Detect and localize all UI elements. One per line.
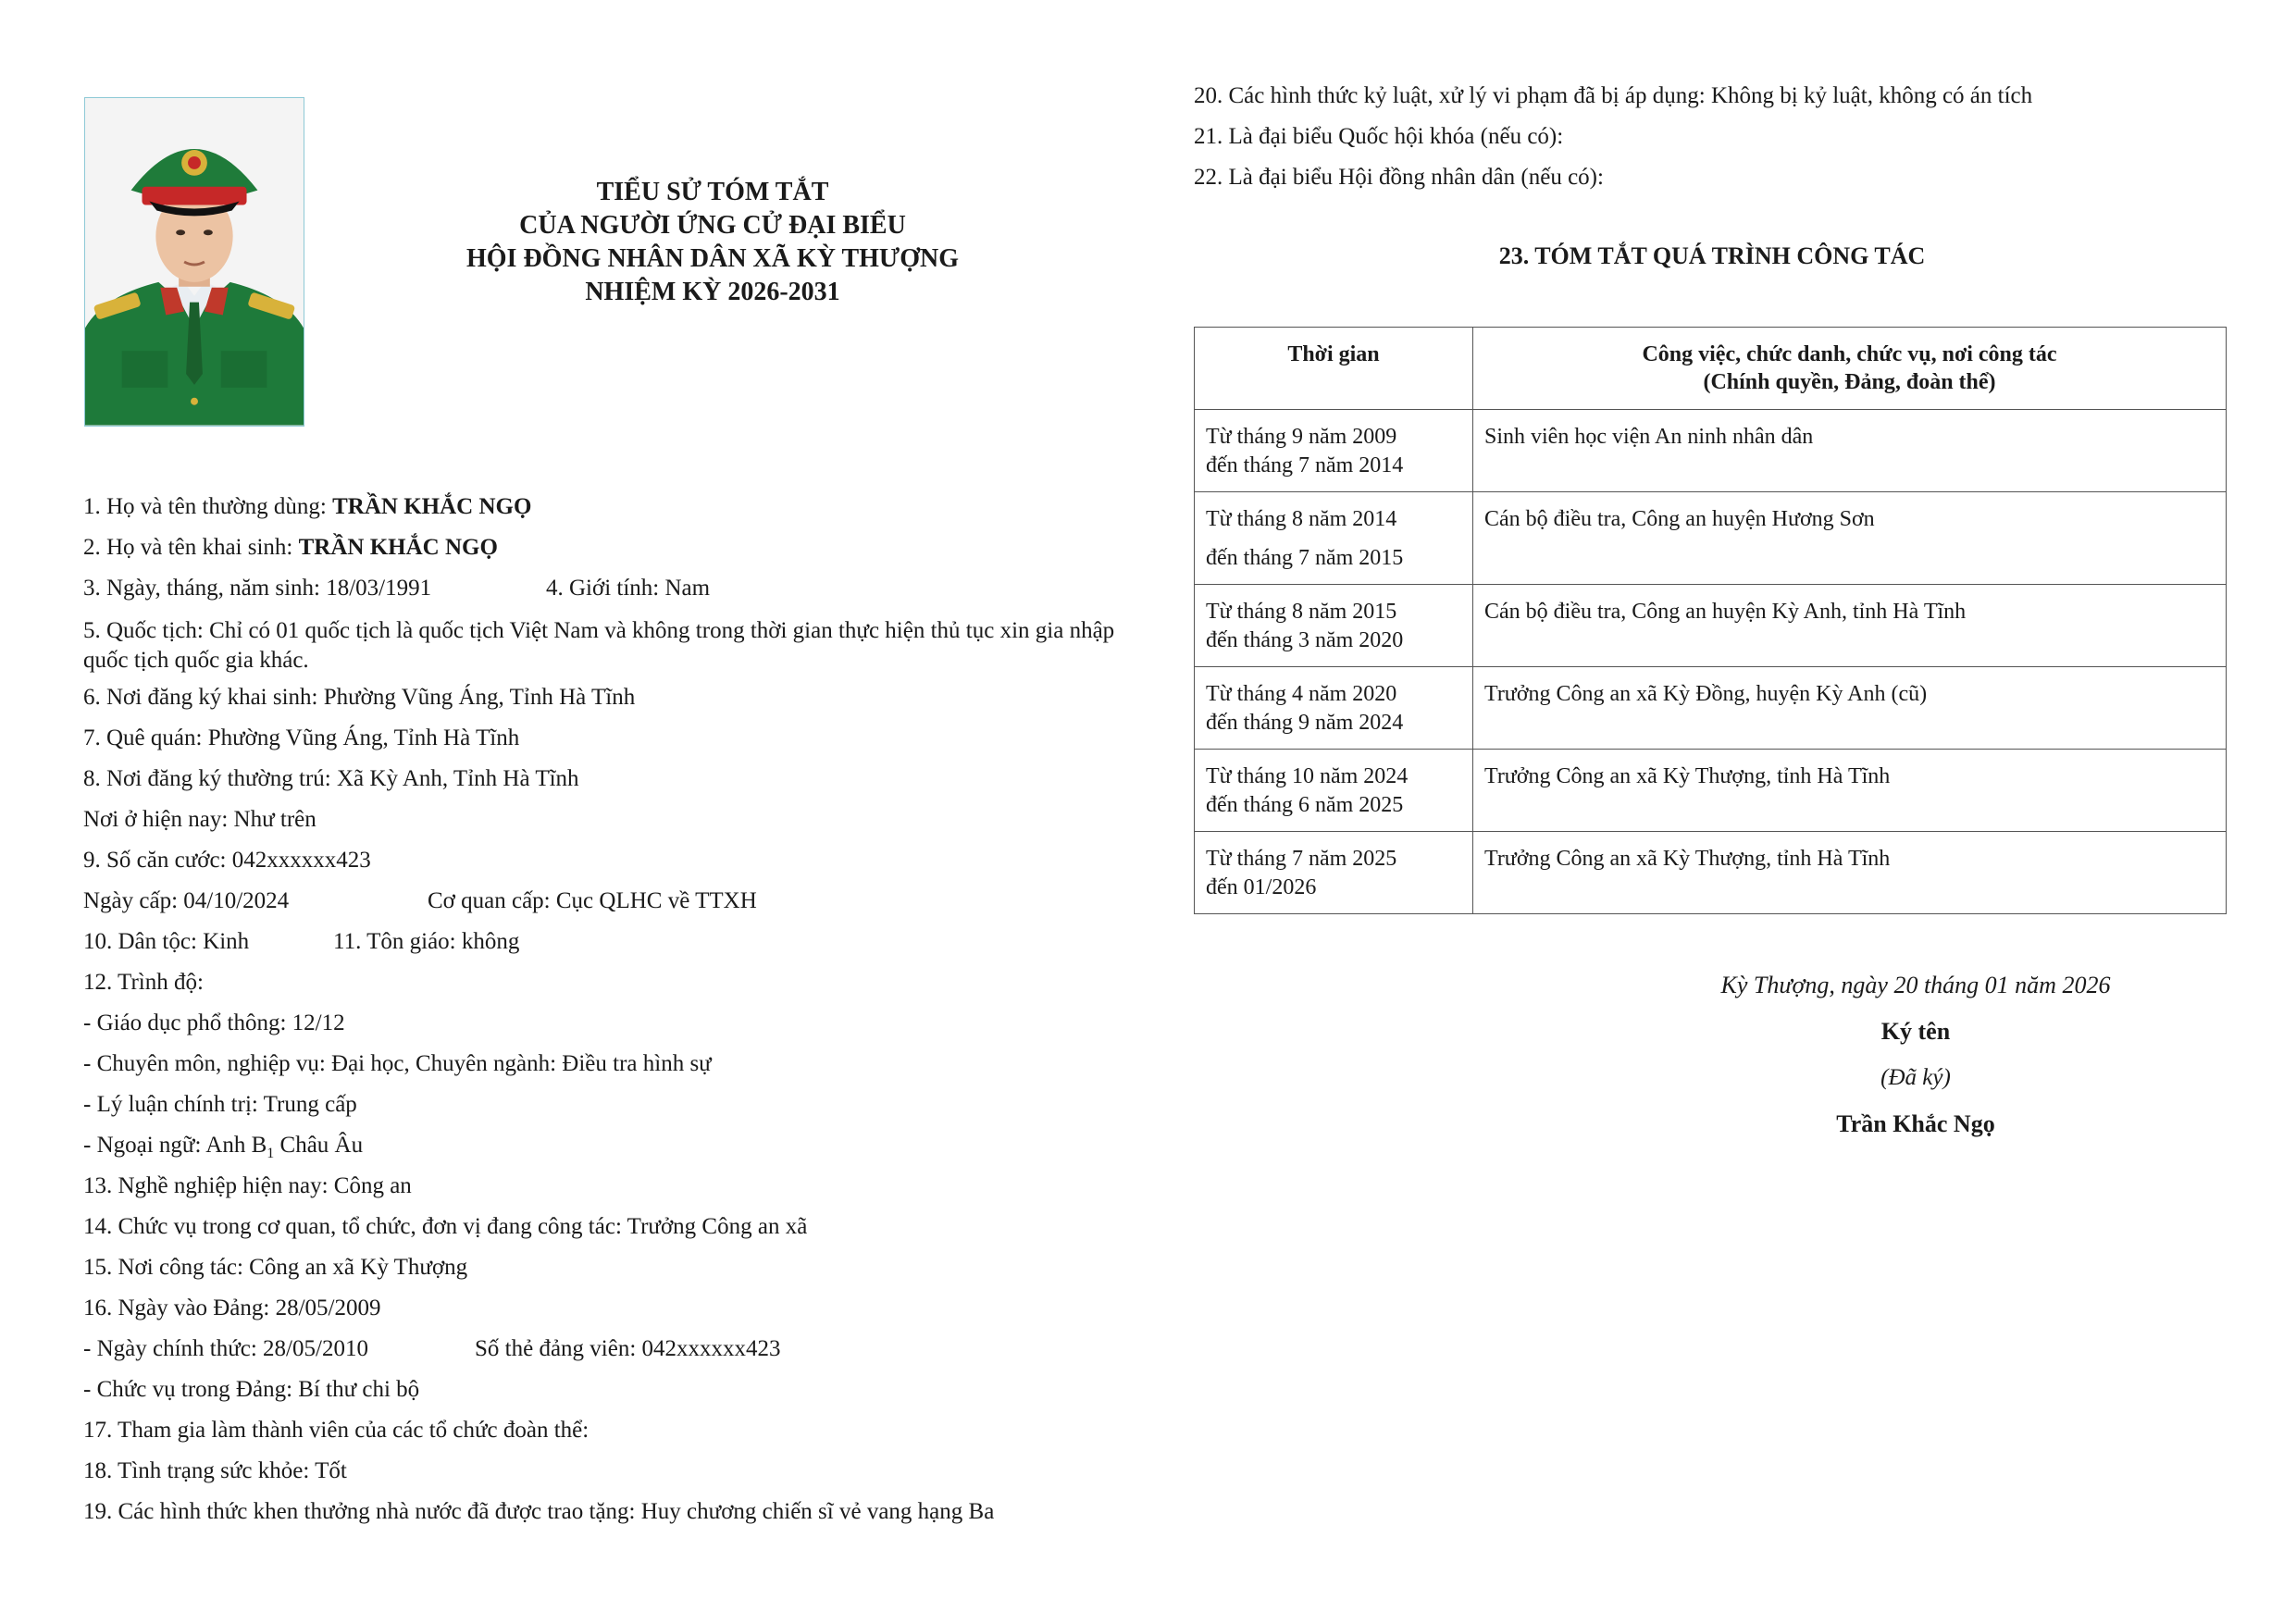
table-row xyxy=(1195,667,2227,750)
job-cell: Cán bộ điều tra, Công an huyện Hương Sơn xyxy=(1473,492,2227,585)
field-awards: 19. Các hình thức khen thưởng nhà nước đã được trao tặng: Huy chương chiến sĩ vẻ vang hạng Ba xyxy=(83,1499,995,1524)
time-cell xyxy=(1195,492,1473,585)
time-to: đến tháng 9 năm 2024 xyxy=(1206,711,1404,735)
field-party-card: Số thẻ đảng viên: 042xxxxxx423 xyxy=(475,1336,781,1361)
field-value: TRẦN KHẮC NGỌ xyxy=(298,535,498,560)
field-issue-date: Ngày cấp: 04/10/2024 xyxy=(83,888,290,913)
table-row xyxy=(1195,750,2227,832)
field-party-position: - Chức vụ trong Đảng: Bí thư chi bộ xyxy=(83,1377,420,1402)
signed-note: (Đã ký) xyxy=(1880,1065,1951,1090)
field-foreign-language xyxy=(83,1127,1129,1168)
portrait-photo xyxy=(84,97,304,427)
job-cell: Trưởng Công an xã Kỳ Thượng, tỉnh Hà Tĩnh xyxy=(1473,832,2227,914)
field-occupation: 13. Nghề nghiệp hiện nay: Công an xyxy=(83,1173,412,1198)
portrait-image xyxy=(85,98,304,426)
job-cell: Trưởng Công an xã Kỳ Thượng, tỉnh Hà Tĩnh xyxy=(1473,750,2227,832)
time-cell xyxy=(1195,585,1473,667)
place-date: Kỳ Thượng, ngày 20 tháng 01 năm 2026 xyxy=(1720,972,2111,998)
time-to: đến tháng 7 năm 2015 xyxy=(1206,546,1404,570)
time-from: Từ tháng 8 năm 2015 xyxy=(1206,600,1397,624)
field-id-number: 9. Số căn cước: 042xxxxxx423 xyxy=(83,848,371,873)
field-political-theory: - Lý luận chính trị: Trung cấp xyxy=(83,1092,357,1117)
field-specialization: - Chuyên môn, nghiệp vụ: Đại học, Chuyên ngành: Điều tra hình sự xyxy=(83,1051,712,1076)
work-history-title: 23. TÓM TẮT QUÁ TRÌNH CÔNG TÁC xyxy=(1498,242,1926,269)
job-cell: Sinh viên học viện An ninh nhân dân xyxy=(1473,410,2227,492)
field-party-official xyxy=(83,1331,1129,1371)
field-label: 1. Họ và tên thường dùng: xyxy=(83,494,333,519)
right-fields xyxy=(1194,78,2230,200)
field-position: 14. Chức vụ trong cơ quan, tổ chức, đơn vị đang công tác: Trưởng Công an xã xyxy=(83,1214,808,1239)
signer-name: Trần Khắc Ngọ xyxy=(1836,1110,1995,1137)
title-line-1: TIỂU SỬ TÓM TẮT xyxy=(596,178,829,206)
field-general-education: - Giáo dục phổ thông: 12/12 xyxy=(83,1010,345,1035)
document-title xyxy=(352,176,1074,309)
time-to: đến tháng 6 năm 2025 xyxy=(1206,793,1404,817)
field-organizations: 17. Tham gia làm thành viên của các tổ chức đoàn thể: xyxy=(83,1418,590,1443)
time-to: đến tháng 3 năm 2020 xyxy=(1206,628,1404,652)
field-birthdate-gender xyxy=(83,570,1129,611)
field-id-issue xyxy=(83,883,1129,924)
work-history-table xyxy=(1194,327,2227,914)
time-from: Từ tháng 10 năm 2024 xyxy=(1206,764,1409,788)
header-job-line-1: Công việc, chức danh, chức vụ, nơi công tác xyxy=(1642,342,2057,366)
language-suffix: Châu Âu xyxy=(274,1133,364,1158)
field-birth-name xyxy=(83,529,1129,570)
field-current-residence: Nơi ở hiện nay: Như trên xyxy=(83,807,316,832)
sign-label: Ký tên xyxy=(1880,1018,1951,1045)
title-line-3: HỘI ĐỒNG NHÂN DÂN XÃ KỲ THƯỢNG xyxy=(465,244,959,273)
field-workplace: 15. Nơi công tác: Công an xã Kỳ Thượng xyxy=(83,1255,468,1280)
time-to: đến tháng 7 năm 2014 xyxy=(1206,453,1404,477)
title-line-2: CỦA NGƯỜI ỨNG CỬ ĐẠI BIỂU xyxy=(519,211,906,240)
field-label: 2. Họ và tên khai sinh: xyxy=(83,535,299,560)
field-ethnicity-religion xyxy=(83,924,1129,964)
table-row xyxy=(1195,410,2227,492)
time-cell xyxy=(1195,667,1473,750)
time-cell xyxy=(1195,832,1473,914)
field-issue-agency: Cơ quan cấp: Cục QLHC về TTXH xyxy=(428,888,757,913)
personal-info xyxy=(83,489,1129,1534)
field-nationality: 5. Quốc tịch: Chỉ có 01 quốc tịch là quốc tịch Việt Nam và không trong thời gian thực hiện thủ tục xin gia nhập quốc tịch quốc gia khác. xyxy=(83,618,1115,673)
time-cell xyxy=(1195,750,1473,832)
time-from: Từ tháng 9 năm 2009 xyxy=(1206,425,1397,449)
time-from: Từ tháng 8 năm 2014 xyxy=(1206,507,1397,531)
field-official-date: - Ngày chính thức: 28/05/2010 xyxy=(83,1336,368,1361)
title-line-4: NHIỆM KỲ 2026-2031 xyxy=(585,278,840,306)
field-peoples-council: 22. Là đại biểu Hội đồng nhân dân (nếu có): xyxy=(1194,165,1604,190)
language-level-subscript: 1 xyxy=(267,1146,275,1161)
field-discipline: 20. Các hình thức kỷ luật, xử lý vi phạm đã bị áp dụng: Không bị kỷ luật, không có án tích xyxy=(1194,83,2033,108)
header-time: Thời gian xyxy=(1195,328,1473,410)
header-job xyxy=(1473,328,2227,410)
time-to: đến 01/2026 xyxy=(1206,875,1317,899)
field-birth-registration: 6. Nơi đăng ký khai sinh: Phường Vũng Áng, Tỉnh Hà Tĩnh xyxy=(83,685,636,710)
time-from: Từ tháng 4 năm 2020 xyxy=(1206,682,1397,706)
field-national-assembly: 21. Là đại biểu Quốc hội khóa (nếu có): xyxy=(1194,124,1564,149)
table-row xyxy=(1195,585,2227,667)
field-ethnicity: 10. Dân tộc: Kinh xyxy=(83,929,250,954)
field-education-heading: 12. Trình độ: xyxy=(83,970,204,995)
field-hometown: 7. Quê quán: Phường Vũng Áng, Tỉnh Hà Tĩnh xyxy=(83,725,520,750)
signature-block xyxy=(1629,962,2203,1147)
field-value: TRẦN KHẮC NGỌ xyxy=(332,494,532,519)
field-health: 18. Tình trạng sức khỏe: Tốt xyxy=(83,1458,347,1483)
time-from: Từ tháng 7 năm 2025 xyxy=(1206,847,1397,871)
language-prefix: - Ngoại ngữ: Anh B xyxy=(83,1133,267,1158)
table-row xyxy=(1195,832,2227,914)
time-cell xyxy=(1195,410,1473,492)
job-cell: Cán bộ điều tra, Công an huyện Kỳ Anh, tỉnh Hà Tĩnh xyxy=(1473,585,2227,667)
job-cell: Trưởng Công an xã Kỳ Đồng, huyện Kỳ Anh (cũ) xyxy=(1473,667,2227,750)
field-party-join-date: 16. Ngày vào Đảng: 28/05/2009 xyxy=(83,1295,381,1320)
field-common-name xyxy=(83,489,1129,529)
header-job-line-2: (Chính quyền, Đảng, đoàn thể) xyxy=(1703,370,1996,394)
table-header-row xyxy=(1195,328,2227,410)
field-permanent-residence: 8. Nơi đăng ký thường trú: Xã Kỳ Anh, Tỉnh Hà Tĩnh xyxy=(83,766,579,791)
field-birthdate: 3. Ngày, tháng, năm sinh: 18/03/1991 xyxy=(83,576,432,601)
field-gender: 4. Giới tính: Nam xyxy=(546,576,711,601)
field-religion: 11. Tôn giáo: không xyxy=(333,929,520,954)
table-row xyxy=(1195,492,2227,585)
